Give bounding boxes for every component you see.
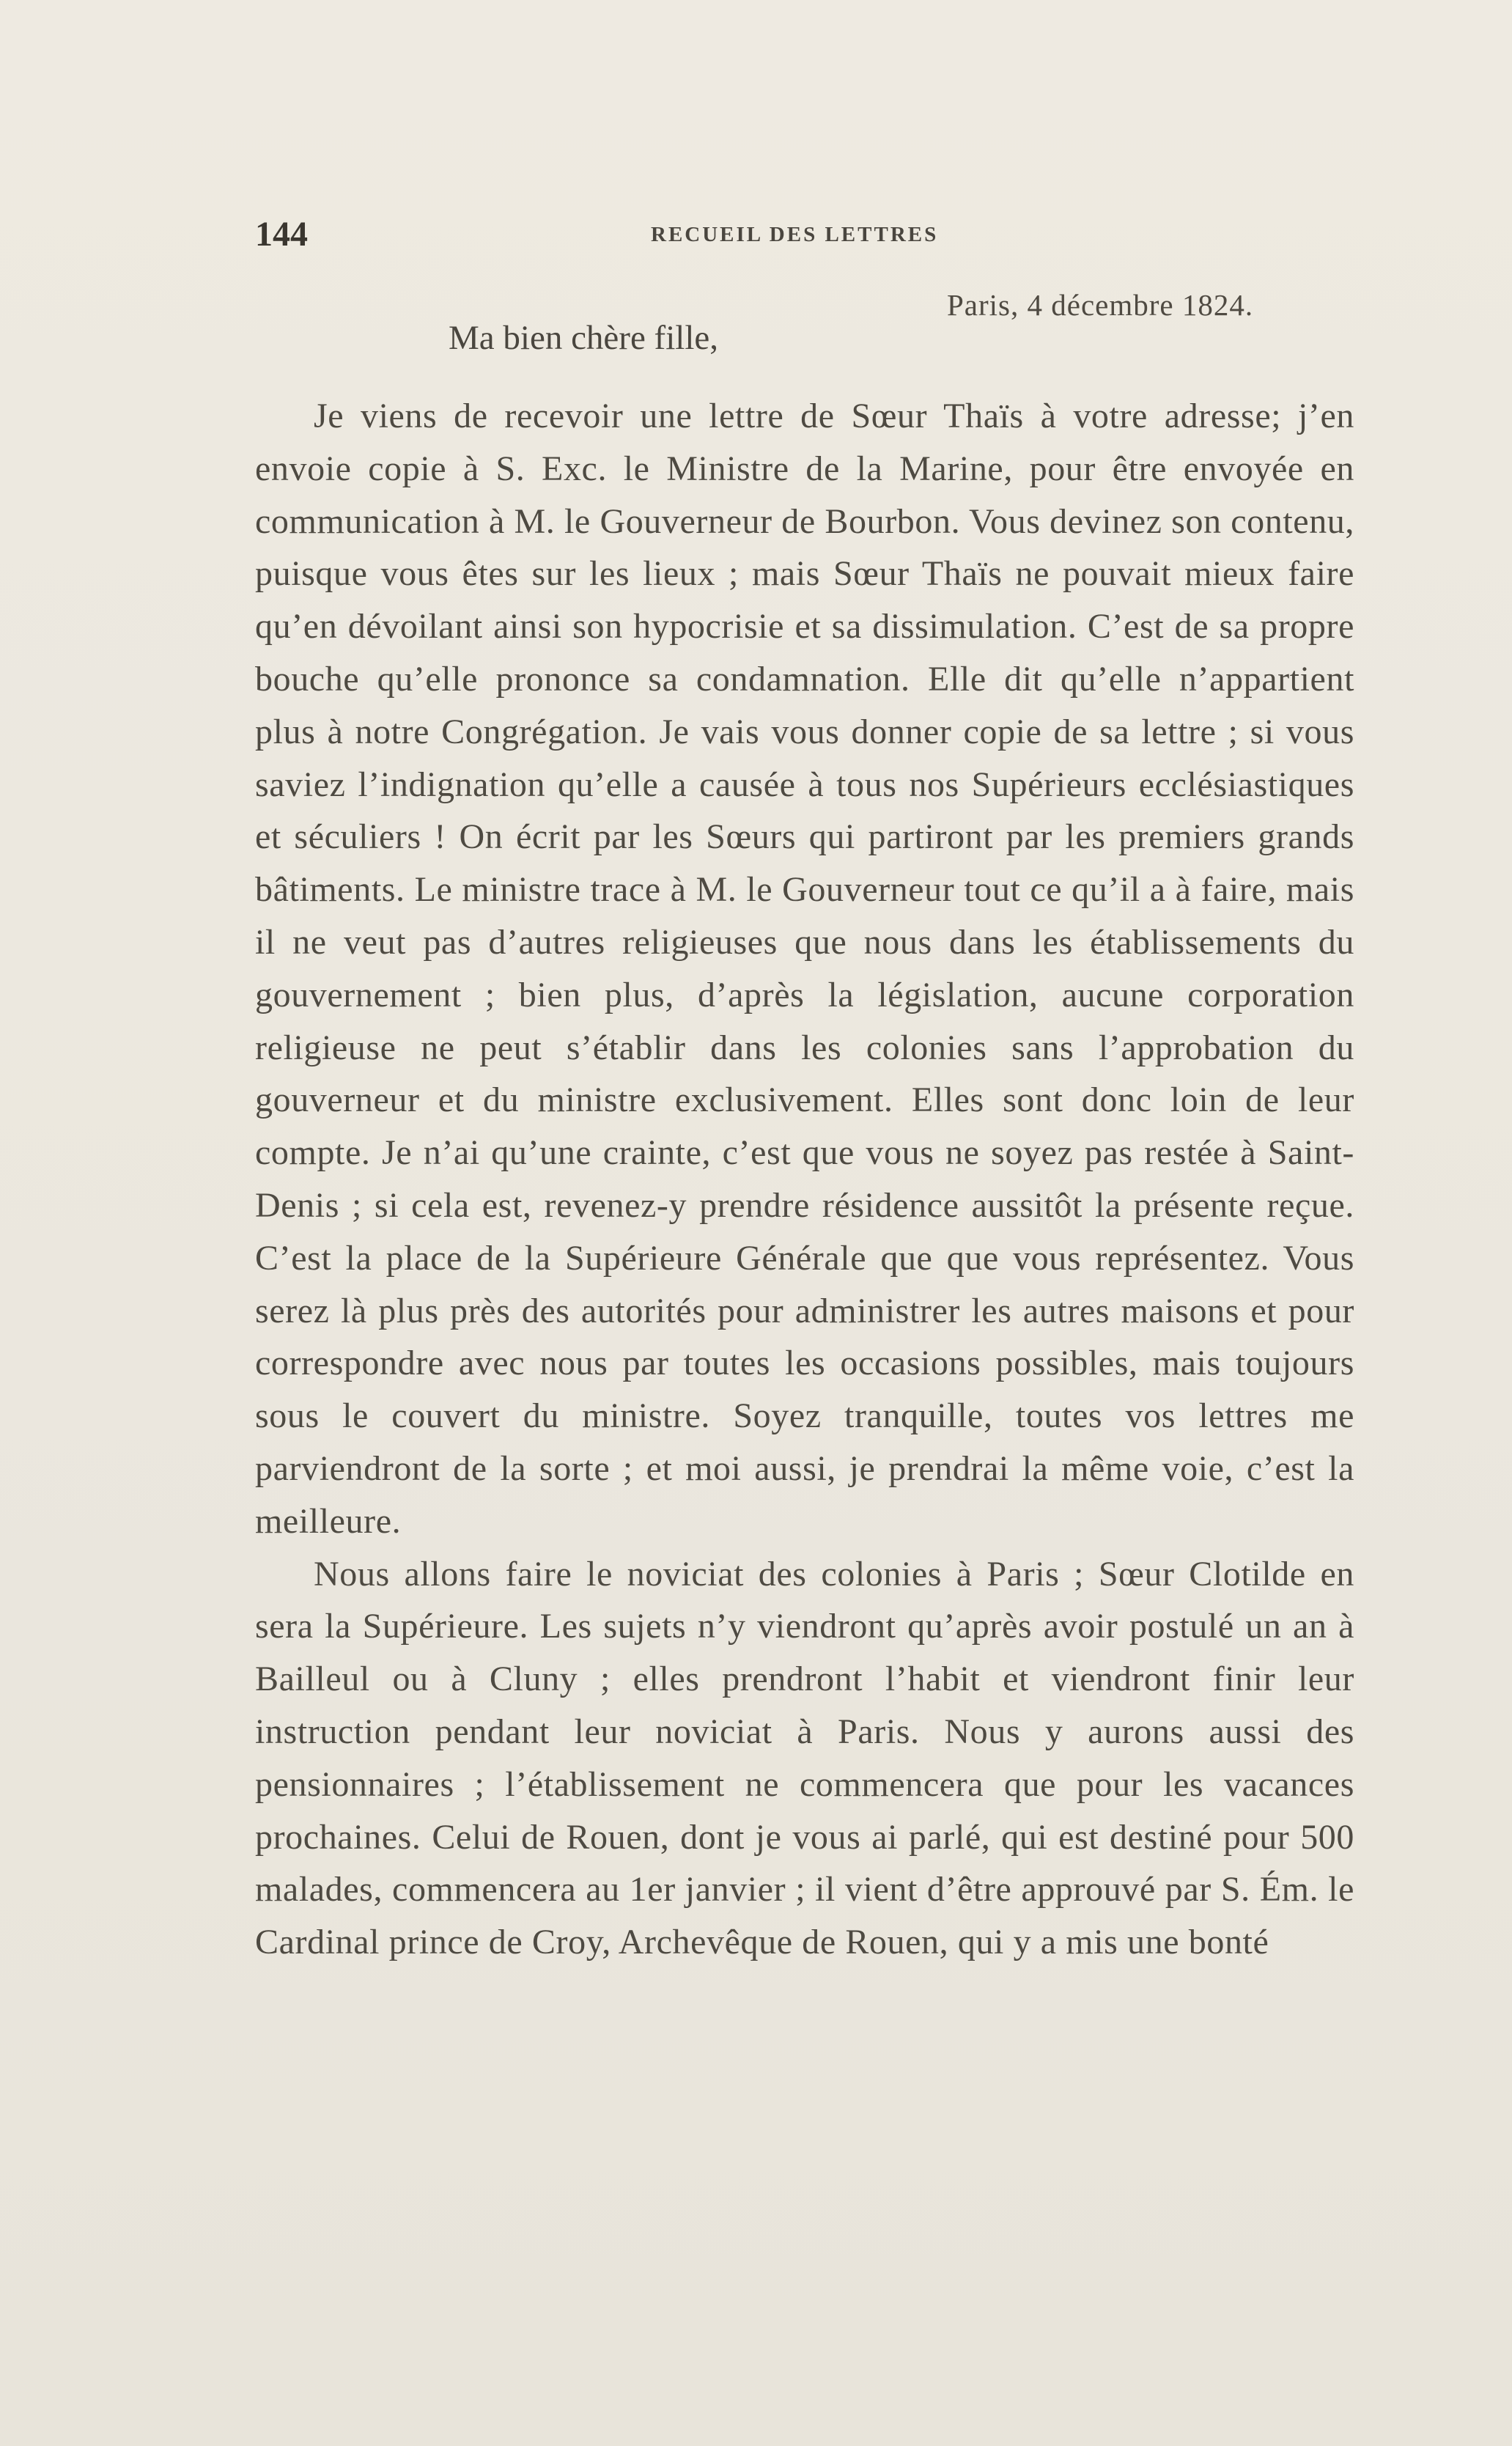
running-title: RECUEIL DES LETTRES	[651, 223, 939, 246]
letter-dateline: Paris, 4 décembre 1824.	[947, 288, 1254, 322]
letter-paragraph: Je viens de recevoir une lettre de Sœur Thaïs à votre adresse; j’en envoie copie à S. Exc. le Ministre de la Marine, pour être envoyée en communication à M. le Gouverneur de Bourbon. Vous devinez son contenu, puisque vous êtes sur les lieux ; mais Sœur Thaïs ne pouvait mieux faire qu’en dévoilant ainsi son hypocrisie et sa dissimulation. C’est de sa propre bouche qu’elle prononce sa condamnation. Elle dit qu’elle n’appartient plus à notre Congrégation. Je vais vous donner copie de sa lettre ; si vous saviez l’indignation qu’elle a causée à tous nos Supérieurs ecclésiastiques et séculiers ! On écrit par les Sœurs qui partiront par les premiers grands bâtiments. Le ministre trace à M. le Gouverneur tout ce qu’il a à faire, mais il ne veut pas d’autres religieuses que nous dans les établissements du gouvernement ; bien plus, d’après la législation, aucune corporation religieuse ne peut s’établir dans les colonies sans l’approbation du gouverneur et du ministre exclusivement. Elles sont donc loin de leur compte. Je n’ai qu’une crainte, c’est que vous ne soyez pas restée à Saint-Denis ; si cela est, revenez-y prendre résidence aussitôt la présente reçue. C’est la place de la Supérieure Générale que que vous représentez. Vous serez là plus près des autorités pour administrer les autres maisons et pour correspondre avec nous par toutes les occasions possibles, mais toujours sous le couvert du ministre. Soyez tranquille, toutes vos lettres me parviendront de la sorte ; et moi aussi, je prendrai la même voie, c’est la meilleure.	[255, 397, 1354, 1541]
page-header	[255, 214, 1354, 258]
letter-body	[255, 390, 1354, 1969]
letter-salutation: Ma bien chère fille,	[449, 319, 718, 357]
page-number: 144	[255, 215, 308, 254]
letter-paragraph: Nous allons faire le noviciat des colonies à Paris ; Sœur Clotilde en sera la Supérieure. Les sujets n’y viendront qu’après avoir postulé un an à Bailleul ou à Cluny ; elles prendront l’habit et viendront finir leur instruction pendant leur noviciat à Paris. Nous y aurons aussi des pensionnaires ; l’établissement ne commencera que pour les vacances prochaines. Celui de Rouen, dont je vous ai parlé, qui est destiné pour 500 malades, commencera au 1er janvier ; il vient d’être approuvé par S. Ém. le Cardinal prince de Croy, Archevêque de Rouen, qui y a mis une bonté	[255, 1554, 1354, 1962]
